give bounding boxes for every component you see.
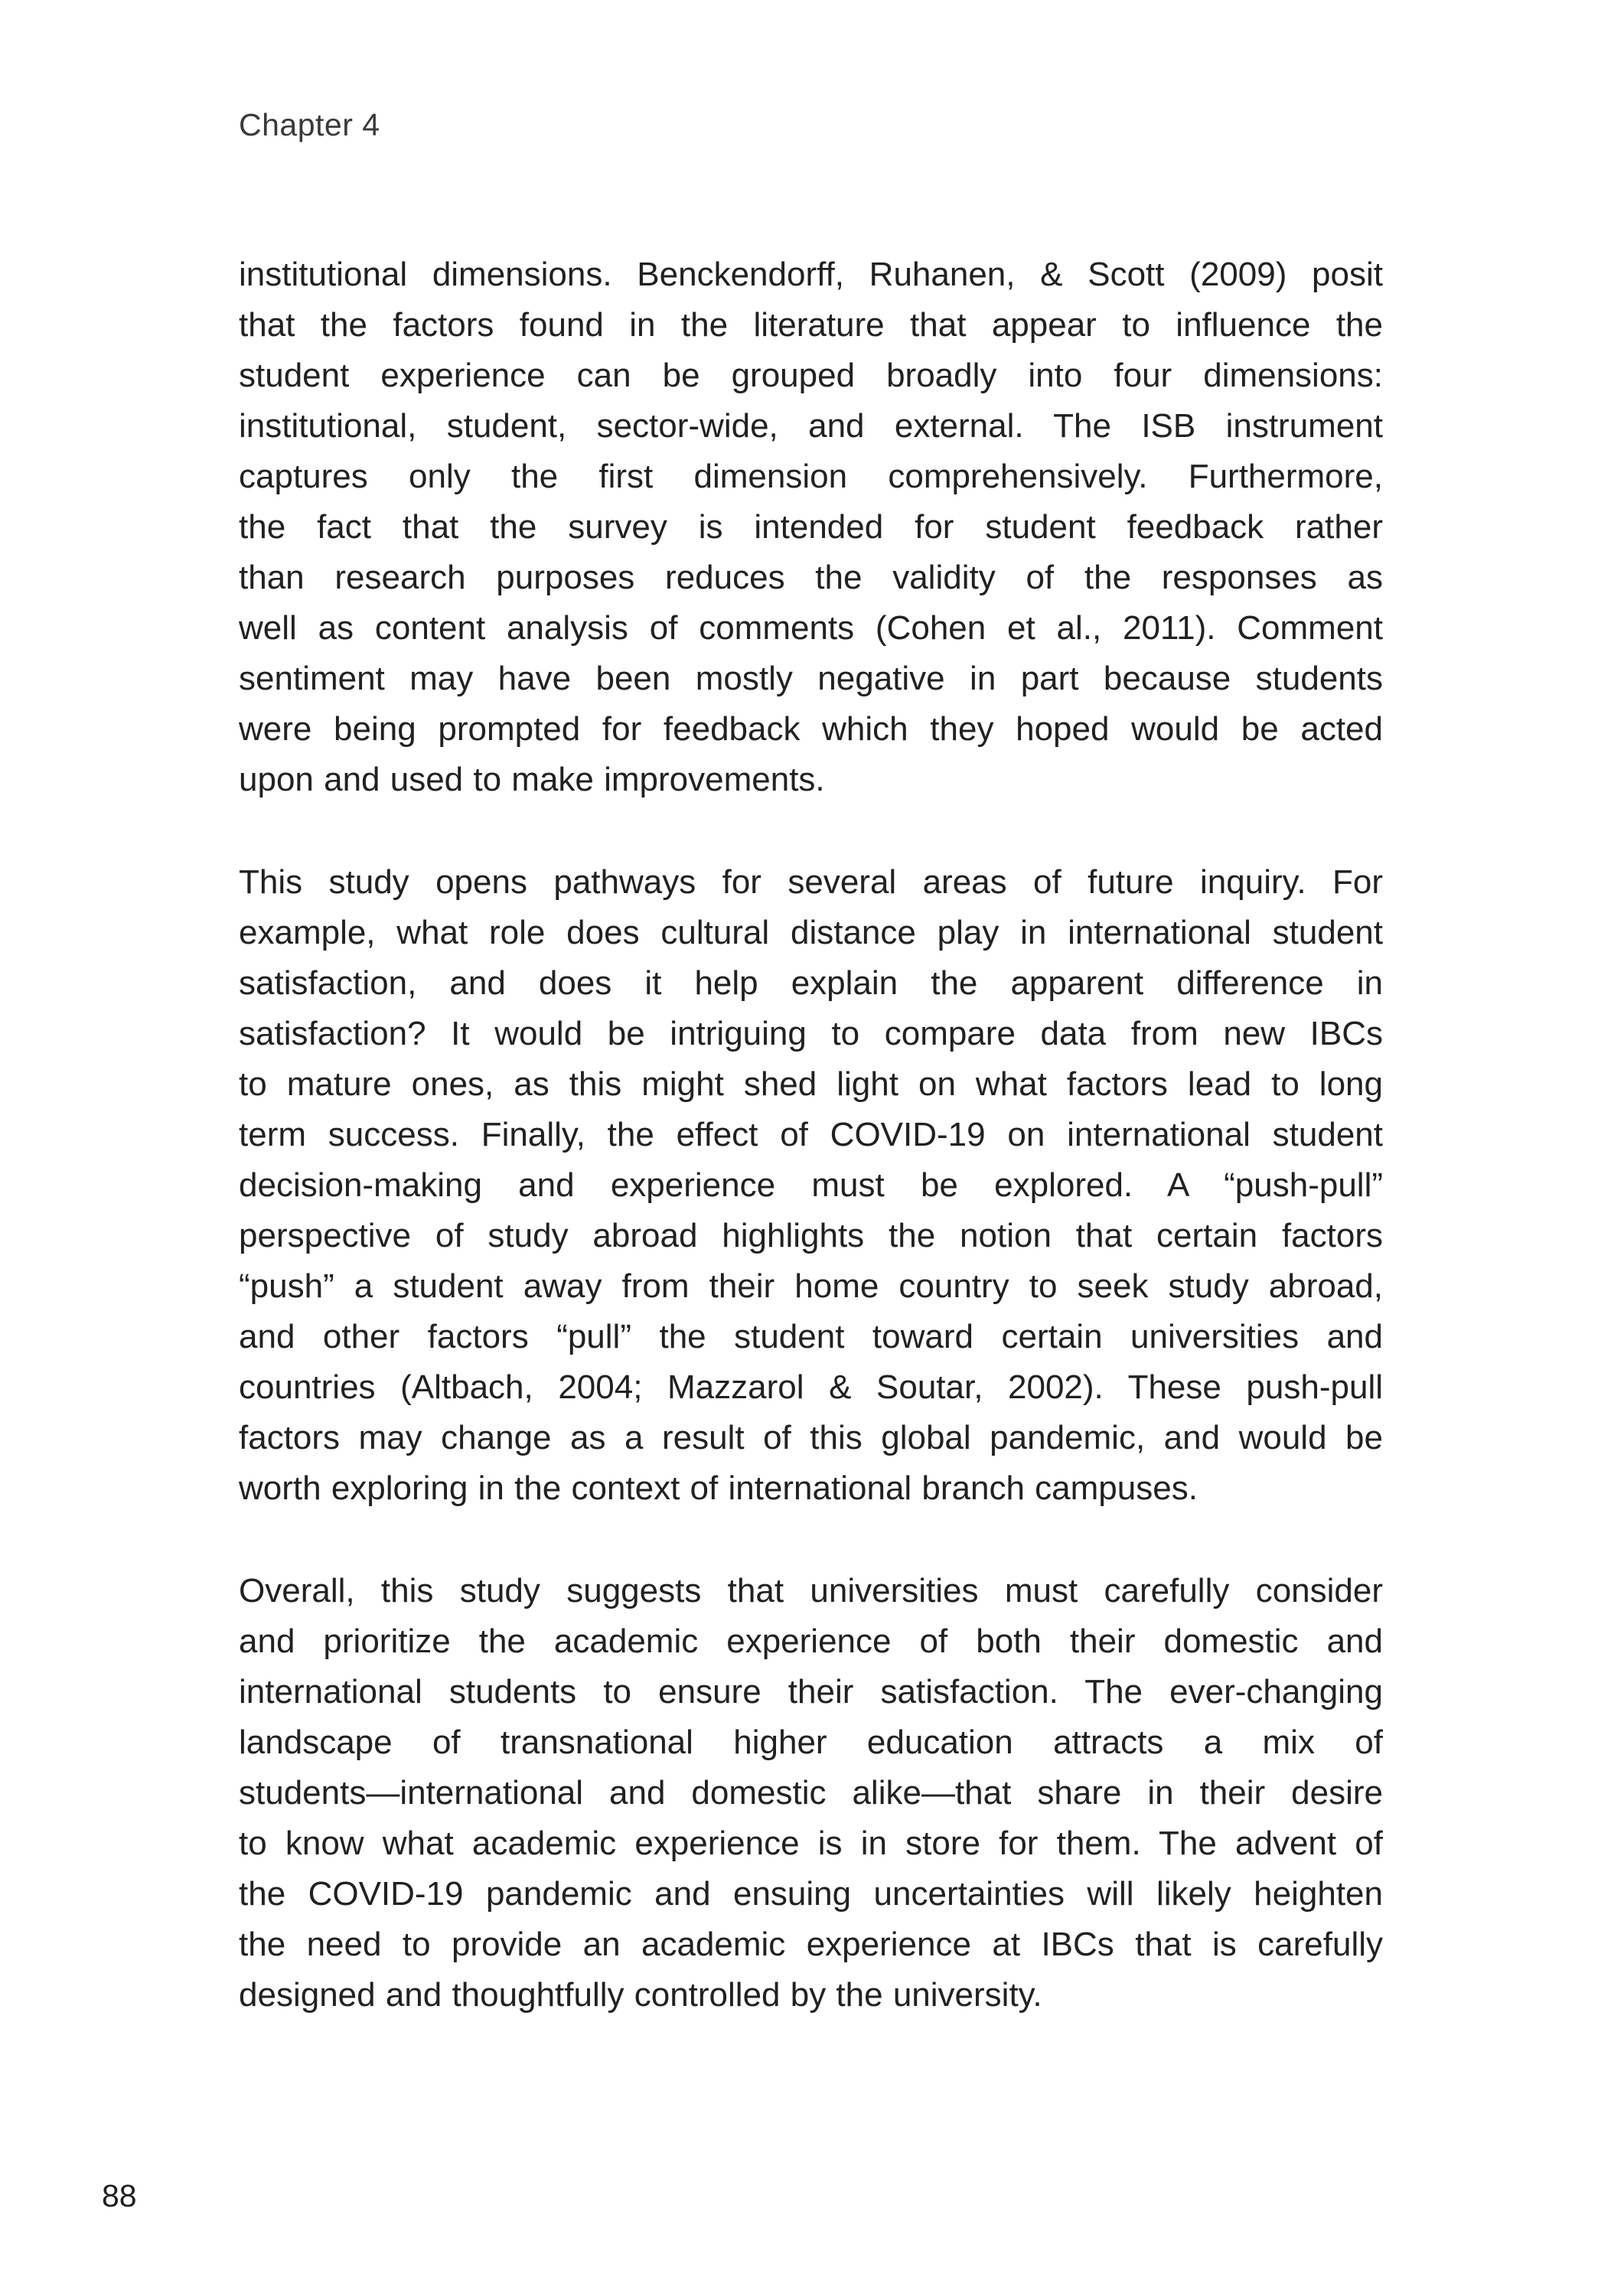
paragraph-1 [239, 249, 1383, 805]
text-line: that the factors found in the literature that appear to influence the [239, 306, 1383, 344]
text-line: well as content analysis of comments (Cohen et al., 2011). Comment [239, 609, 1383, 647]
text-line: the need to provide an academic experience at IBCs that is carefully [239, 1926, 1383, 1963]
text-line: sentiment may have been mostly negative in part because students [239, 660, 1383, 697]
text-line: countries (Altbach, 2004; Mazzarol & Soutar, 2002). These push-pull [239, 1368, 1383, 1406]
text-line: example, what role does cultural distance play in international student [239, 914, 1383, 951]
paragraph-2 [239, 857, 1383, 1514]
paragraph-3 [239, 1566, 1383, 2020]
text-line: than research purposes reduces the validity of the responses as [239, 559, 1383, 596]
text-line: This study opens pathways for several areas of future inquiry. For [239, 863, 1383, 901]
text-line: designed and thoughtfully controlled by the university. [239, 1976, 1042, 2014]
text-line: term success. Finally, the effect of COVID-19 on international student [239, 1116, 1383, 1153]
text-line: international students to ensure their satisfaction. The ever-changing [239, 1673, 1383, 1711]
text-line: the COVID-19 pandemic and ensuing uncertainties will likely heighten [239, 1875, 1383, 1913]
chapter-header: Chapter 4 [239, 107, 380, 142]
text-line: decision-making and experience must be explored. A “push-pull” [239, 1166, 1383, 1204]
text-line: Overall, this study suggests that universities must carefully consider [239, 1572, 1383, 1609]
text-line: “push” a student away from their home country to seek study abroad, [239, 1267, 1383, 1305]
text-line: perspective of study abroad highlights the notion that certain factors [239, 1217, 1383, 1254]
text-line: factors may change as a result of this global pandemic, and would be [239, 1419, 1383, 1456]
text-line: institutional dimensions. Benckendorff, Ruhanen, & Scott (2009) posit [239, 256, 1383, 293]
page-number: 88 [102, 2178, 137, 2213]
text-line: student experience can be grouped broadly into four dimensions: [239, 357, 1383, 394]
text-line: landscape of transnational higher education attracts a mix of [239, 1724, 1383, 1761]
text-line: and prioritize the academic experience of both their domestic and [239, 1623, 1383, 1660]
text-line: satisfaction, and does it help explain the apparent difference in [239, 964, 1383, 1002]
text-line: to mature ones, as this might shed light on what factors lead to long [239, 1065, 1383, 1103]
text-line: institutional, student, sector-wide, and external. The ISB instrument [239, 407, 1383, 445]
text-line: and other factors “pull” the student toward certain universities and [239, 1318, 1383, 1355]
body-text-column [239, 249, 1383, 2020]
text-line: students—international and domestic alike—that share in their desire [239, 1774, 1383, 1812]
text-line: captures only the first dimension comprehensively. Furthermore, [239, 458, 1383, 495]
text-line: were being prompted for feedback which they hoped would be acted [239, 710, 1383, 748]
text-line: worth exploring in the context of international branch campuses. [239, 1469, 1198, 1507]
text-line: the fact that the survey is intended for student feedback rather [239, 508, 1383, 546]
text-line: upon and used to make improvements. [239, 761, 825, 798]
text-line: satisfaction? It would be intriguing to compare data from new IBCs [239, 1015, 1383, 1052]
text-line: to know what academic experience is in store for them. The advent of [239, 1825, 1383, 1862]
